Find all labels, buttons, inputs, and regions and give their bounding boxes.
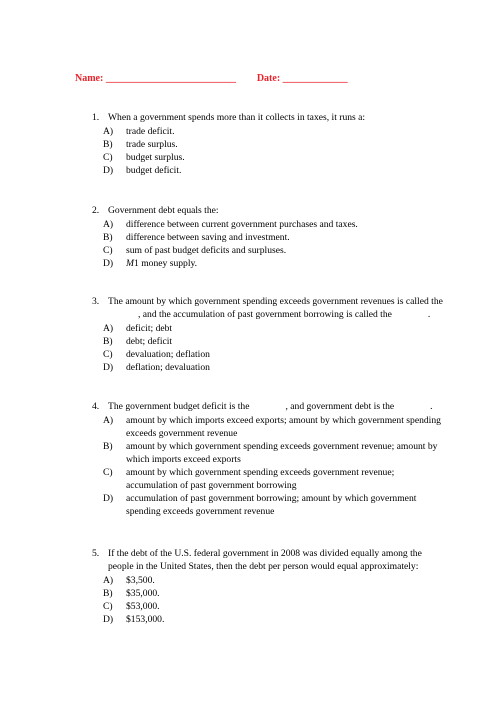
- option-letter: B): [103, 441, 113, 452]
- option-text: budget surplus.: [126, 152, 185, 163]
- option-c[interactable]: [92, 348, 462, 361]
- option-text: debt; deficit: [126, 336, 173, 347]
- option-text: devaluation; deflation: [126, 349, 210, 360]
- question-stem: [92, 295, 462, 321]
- option-c[interactable]: [92, 151, 462, 164]
- option-d[interactable]: [92, 613, 462, 626]
- option-text: 1 money supply.: [134, 258, 198, 269]
- option-letter: A): [103, 415, 114, 426]
- question-number: 1.: [92, 112, 100, 123]
- option-letter: D): [103, 258, 114, 269]
- question-text-line1: If the debt of the U.S. federal government in 2008 was divided equally among the: [108, 548, 422, 559]
- option-letter: C): [103, 245, 113, 256]
- question-number: 5.: [92, 548, 100, 559]
- option-text-line2: accumulation of past government borrowing: [126, 480, 297, 491]
- option-c[interactable]: [92, 600, 462, 613]
- option-d[interactable]: [92, 257, 462, 270]
- option-text: difference between current government purchases and taxes.: [126, 219, 358, 230]
- question-1: [92, 111, 462, 177]
- question-stem: [92, 400, 462, 413]
- option-a[interactable]: [92, 125, 462, 138]
- question-number: 2.: [92, 205, 100, 216]
- question-stem: [92, 547, 462, 573]
- option-text-line1: amount by which government spending exceeds government revenue;: [126, 467, 395, 478]
- option-letter: A): [103, 575, 114, 586]
- option-text-line2: exceeds government revenue: [126, 428, 238, 439]
- option-letter: D): [103, 614, 114, 625]
- question-4: [92, 400, 462, 518]
- question-5: [92, 547, 462, 626]
- question-stem: [92, 204, 462, 217]
- option-d[interactable]: [92, 361, 462, 374]
- question-text-line1: The amount by which government spending exceeds government revenues is called the: [108, 296, 443, 307]
- option-text-italic: M: [126, 258, 134, 269]
- option-letter: C): [103, 349, 113, 360]
- question-2: [92, 204, 462, 270]
- option-text: $153,000.: [126, 614, 165, 625]
- option-letter: A): [103, 219, 114, 230]
- option-text: difference between saving and investment.: [126, 232, 290, 243]
- option-letter: B): [103, 336, 113, 347]
- option-letter: C): [103, 601, 113, 612]
- option-text-line2: which imports exceed exports: [126, 454, 241, 465]
- option-text: $3,500.: [126, 575, 155, 586]
- option-text-line1: accumulation of past government borrowing; amount by which government: [126, 493, 417, 504]
- option-d[interactable]: [92, 492, 462, 518]
- date-line[interactable]: _____________: [282, 73, 348, 84]
- option-text-line2: spending exceeds government revenue: [126, 506, 275, 517]
- option-text: sum of past budget deficits and surpluses.: [126, 245, 287, 256]
- option-letter: B): [103, 232, 113, 243]
- option-c[interactable]: [92, 244, 462, 257]
- question-number: 3.: [92, 296, 100, 307]
- option-d[interactable]: [92, 164, 462, 177]
- option-b[interactable]: [92, 440, 462, 466]
- question-text-end: .: [427, 309, 431, 320]
- question-number: 4.: [92, 401, 100, 412]
- option-text: deficit; debt: [126, 323, 173, 334]
- option-c[interactable]: [92, 466, 462, 492]
- option-text: trade deficit.: [126, 126, 175, 137]
- name-label: Name:: [75, 73, 104, 84]
- question-text-line2: people in the United States, then the debt per person would equal approximately:: [108, 561, 419, 572]
- option-text: $35,000.: [126, 588, 160, 599]
- option-a[interactable]: [92, 218, 462, 231]
- option-letter: A): [103, 126, 114, 137]
- option-letter: B): [103, 588, 113, 599]
- question-text: When a government spends more than it collects in taxes, it runs a:: [108, 112, 366, 123]
- question-text-end: .: [430, 401, 433, 412]
- question-text-mid: , and government debt is the: [285, 401, 395, 412]
- option-text: trade surplus.: [126, 139, 178, 150]
- option-b[interactable]: [92, 231, 462, 244]
- question-3: [92, 295, 462, 374]
- option-b[interactable]: [92, 587, 462, 600]
- header: [75, 72, 375, 85]
- option-a[interactable]: [92, 322, 462, 335]
- option-letter: D): [103, 165, 114, 176]
- option-letter: D): [103, 493, 114, 504]
- option-text: $53,000.: [126, 601, 160, 612]
- option-text: deflation; devaluation: [126, 362, 210, 373]
- option-letter: A): [103, 323, 114, 334]
- option-b[interactable]: [92, 335, 462, 348]
- option-a[interactable]: [92, 574, 462, 587]
- question-text: Government debt equals the:: [108, 205, 219, 216]
- option-text-line1: amount by which imports exceed exports; amount by which government spending: [126, 415, 441, 426]
- option-text: budget deficit.: [126, 165, 182, 176]
- option-text-line1: amount by which government spending exceeds government revenue; amount by: [126, 441, 438, 452]
- question-text-line2: , and the accumulation of past government borrowing is called the: [138, 309, 392, 320]
- option-letter: D): [103, 362, 114, 373]
- option-letter: C): [103, 152, 113, 163]
- option-letter: B): [103, 139, 113, 150]
- option-b[interactable]: [92, 138, 462, 151]
- option-letter: C): [103, 467, 113, 478]
- option-a[interactable]: [92, 414, 462, 440]
- date-label: Date:: [256, 73, 281, 84]
- question-text: The government budget deficit is the: [108, 401, 250, 412]
- name-line[interactable]: __________________________: [105, 73, 236, 84]
- question-stem: [92, 111, 462, 124]
